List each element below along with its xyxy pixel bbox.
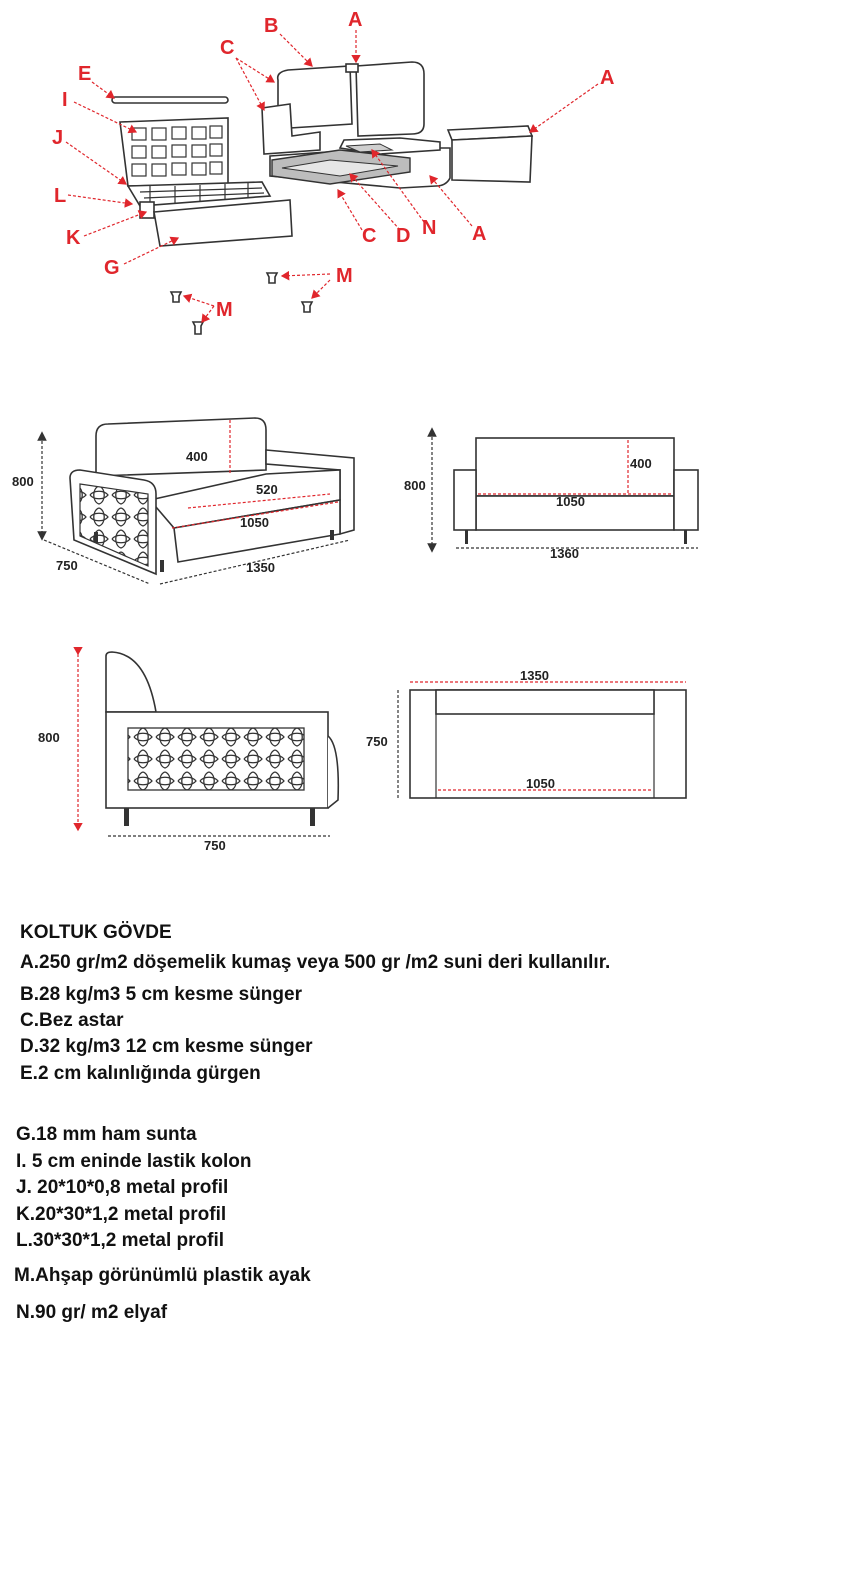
note-k: K.20*30*1,2 metal profil xyxy=(16,1204,227,1225)
label-c-bottom: C xyxy=(362,225,377,247)
dim-top-depth: 750 xyxy=(366,734,388,749)
dim-persp-depth: 750 xyxy=(56,558,78,573)
label-b: B xyxy=(264,15,279,37)
note-m: M.Ahşap görünümlü plastik ayak xyxy=(14,1265,311,1286)
legs-m xyxy=(171,273,312,334)
note-d: D.32 kg/m3 12 cm kesme sünger xyxy=(20,1036,313,1057)
exploded-view xyxy=(52,9,614,334)
note-i: I. 5 cm eninde lastik kolon xyxy=(16,1151,252,1172)
label-e: E xyxy=(78,63,92,85)
label-j: J xyxy=(52,127,64,149)
label-k: K xyxy=(66,227,81,249)
label-a-right: A xyxy=(600,67,615,89)
dim-top-seat-width: 1050 xyxy=(526,776,555,791)
top-view xyxy=(366,668,686,798)
dim-persp-back: 400 xyxy=(186,449,208,464)
note-n: N.90 gr/ m2 elyaf xyxy=(16,1302,168,1323)
note-b: B.28 kg/m3 5 cm kesme sünger xyxy=(20,984,302,1005)
label-m-right: M xyxy=(336,265,353,287)
note-e: E.2 cm kalınlığında gürgen xyxy=(20,1063,261,1084)
side-view xyxy=(38,652,338,853)
note-c: C.Bez astar xyxy=(20,1010,124,1031)
dim-front-seat-width: 1050 xyxy=(556,494,585,509)
dim-persp-height: 800 xyxy=(12,474,34,489)
label-i: I xyxy=(62,89,68,111)
beech-rail-e xyxy=(112,97,228,103)
dim-front-width: 1360 xyxy=(550,546,579,561)
dim-persp-width: 1350 xyxy=(246,560,275,575)
dim-side-depth: 750 xyxy=(204,838,226,853)
front-view xyxy=(404,432,698,561)
perspective-view xyxy=(12,418,354,584)
dim-top-width: 1350 xyxy=(520,668,549,683)
dim-front-back: 400 xyxy=(630,456,652,471)
label-l: L xyxy=(54,185,67,207)
dim-front-height: 800 xyxy=(404,478,426,493)
note-g: G.18 mm ham sunta xyxy=(16,1124,197,1145)
label-d: D xyxy=(396,225,411,247)
dim-persp-seat-depth: 520 xyxy=(256,482,278,497)
label-c-top: C xyxy=(220,37,235,59)
armrest-right xyxy=(448,126,532,182)
note-l: L.30*30*1,2 metal profil xyxy=(16,1230,225,1251)
label-a-top: A xyxy=(348,9,363,31)
note-a: A.250 gr/m2 döşemelik kumaş veya 500 gr /m2 suni deri kullanılır. xyxy=(20,952,611,973)
label-a-bottom: A xyxy=(472,223,487,245)
label-g: G xyxy=(104,257,120,279)
dim-side-height: 800 xyxy=(38,730,60,745)
label-n: N xyxy=(422,217,437,239)
note-j: J. 20*10*0,8 metal profil xyxy=(16,1177,229,1198)
label-m-left: M xyxy=(216,299,233,321)
dim-persp-seat-width: 1050 xyxy=(240,515,269,530)
notes-title: KOLTUK GÖVDE xyxy=(20,922,172,943)
